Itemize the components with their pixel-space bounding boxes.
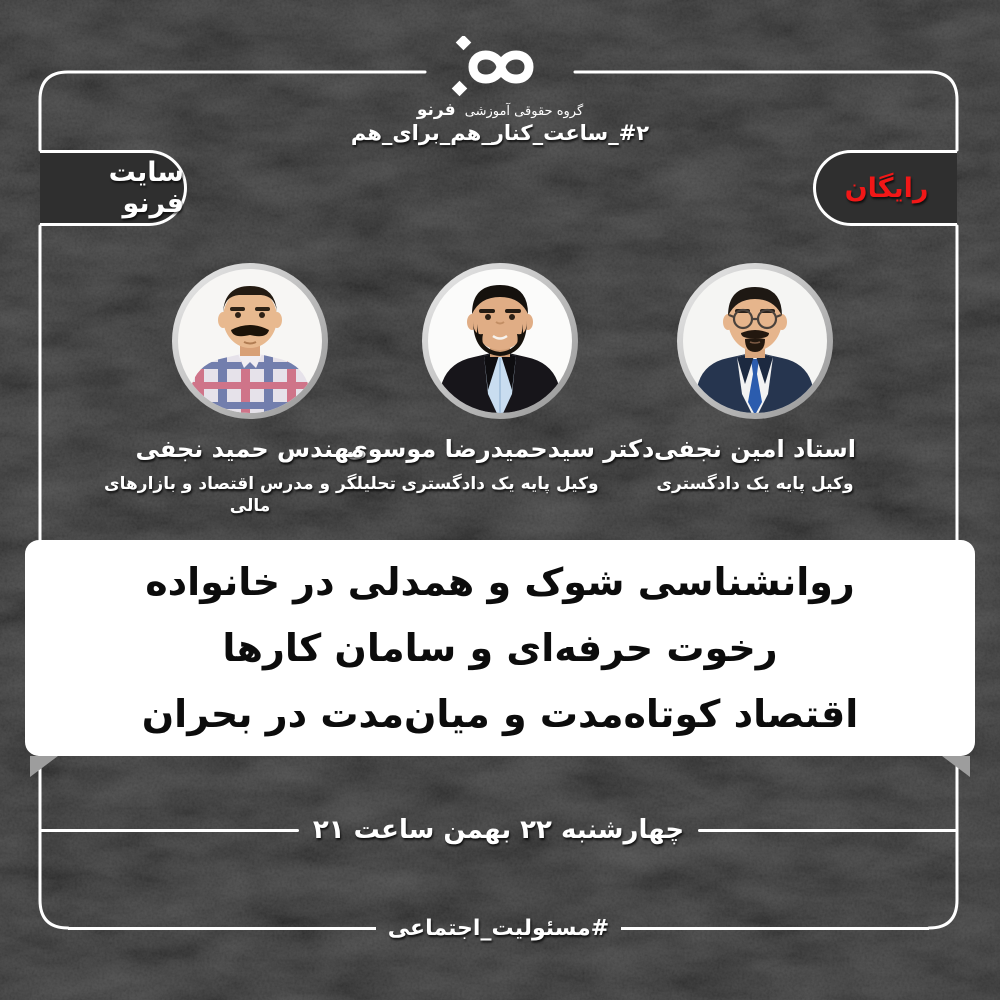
- site-badge: [40, 150, 187, 226]
- infinity-logo-icon: [435, 36, 565, 100]
- top-hashtag: #۲_ساعت_کنار_هم_برای_هم: [350, 121, 650, 145]
- divider-line-right: [698, 829, 957, 832]
- date-divider: [40, 814, 957, 846]
- logo-brand-name: فرنو: [416, 100, 456, 120]
- speaker-role: تحلیلگر و مدرس اقتصاد و بازارهای مالی: [104, 474, 396, 516]
- speaker-name: مهندس حمید نجفی: [135, 435, 365, 463]
- bottom-hashtag: #مسئولیت_اجتماعی: [387, 915, 610, 941]
- topic-line-1: روانشناسی شوک و همدلی در خانواده: [145, 560, 855, 604]
- bottom-hashtag-row: [68, 913, 929, 943]
- topic-line-3: اقتصاد کوتاه‌مدت و میان‌مدت در بحران: [141, 692, 859, 736]
- divider-line-left: [40, 829, 299, 832]
- speaker-role: وکیل پایه یک دادگستری: [401, 474, 599, 494]
- speaker-name: دکتر سیدحمیدرضا موسوی: [345, 435, 655, 463]
- site-badge-label: سایت فرنو: [108, 157, 184, 219]
- speaker-card-hamid-najafi: [85, 262, 415, 517]
- speaker-photo-hamidreza-mousavi: [421, 262, 579, 420]
- free-badge-label: رایگان: [844, 172, 929, 204]
- speaker-name: استاد امین نجفی: [653, 435, 856, 463]
- topic-line-2: رخوت حرفه‌ای و سامان کارها: [222, 626, 778, 670]
- bottom-border-line-right: [621, 927, 929, 930]
- logo-tagline: [350, 100, 650, 120]
- topics-box: [25, 540, 975, 756]
- speaker-photo-hamid-najafi: [171, 262, 329, 420]
- event-datetime: چهارشنبه ۲۲ بهمن ساعت ۲۱: [312, 815, 685, 845]
- speaker-role: وکیل پایه یک دادگستری: [656, 474, 854, 494]
- bottom-border-line-left: [68, 927, 376, 930]
- free-badge: [813, 150, 957, 226]
- speaker-photo-amin-najafi: [676, 262, 834, 420]
- logo-tagline-prefix: گروه حقوقی آموزشی: [464, 104, 584, 119]
